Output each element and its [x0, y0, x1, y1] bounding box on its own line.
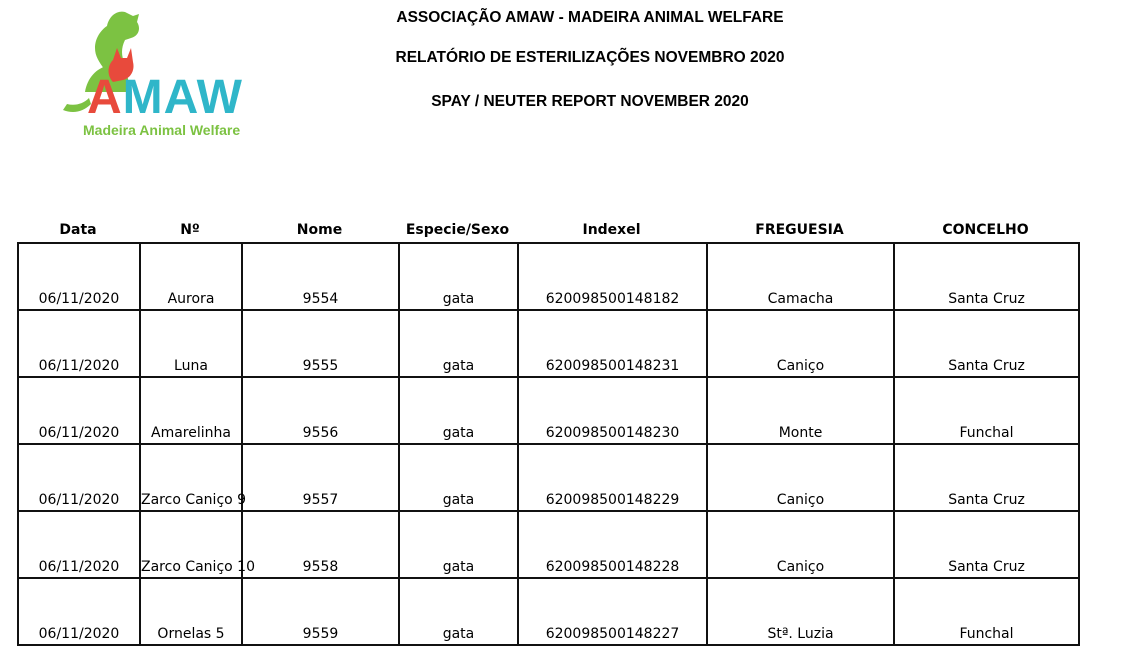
- header-data: Data: [59, 222, 97, 238]
- header-number: Nº: [180, 222, 200, 238]
- cell-date: 06/11/2020: [18, 377, 140, 444]
- cell-name: 9559: [242, 578, 399, 645]
- header-species-sex: Especie/Sexo: [405, 222, 510, 238]
- association-title: ASSOCIAÇÃO AMAW - MADEIRA ANIMAL WELFARE: [396, 9, 784, 26]
- cell-name: 9555: [242, 310, 399, 377]
- cell-date: 06/11/2020: [18, 444, 140, 511]
- cell-parish: Caniço: [707, 511, 894, 578]
- cell-species-sex: gata: [399, 310, 518, 377]
- cell-indexel: 620098500148230: [518, 377, 707, 444]
- header-name: Nome: [296, 222, 343, 238]
- header-indexel: Indexel: [582, 222, 641, 238]
- cell-species-sex: gata: [399, 511, 518, 578]
- logo-wordmark: AMAW: [87, 71, 243, 124]
- cell-number: Aurora: [140, 243, 242, 310]
- cell-indexel: 620098500148182: [518, 243, 707, 310]
- cell-municipality: Funchal: [894, 377, 1079, 444]
- cell-date: 06/11/2020: [18, 511, 140, 578]
- cell-municipality: Funchal: [894, 578, 1079, 645]
- cell-indexel: 620098500148228: [518, 511, 707, 578]
- cell-indexel: 620098500148231: [518, 310, 707, 377]
- table-row: [18, 511, 1079, 578]
- cell-number: Zarco Caniço 9: [140, 444, 242, 511]
- header-municipality: CONCELHO: [942, 222, 1029, 238]
- cell-municipality: Santa Cruz: [894, 511, 1079, 578]
- cell-date: 06/11/2020: [18, 310, 140, 377]
- cell-parish: Caniço: [707, 444, 894, 511]
- cell-parish: Stª. Luzia: [707, 578, 894, 645]
- table-row: [18, 310, 1079, 377]
- table-row: [18, 444, 1079, 511]
- cell-parish: Caniço: [707, 310, 894, 377]
- cell-species-sex: gata: [399, 377, 518, 444]
- cell-number: Ornelas 5: [140, 578, 242, 645]
- cell-species-sex: gata: [399, 243, 518, 310]
- cell-date: 06/11/2020: [18, 243, 140, 310]
- report-title-en: SPAY / NEUTER REPORT NOVEMBER 2020: [431, 93, 749, 110]
- cell-municipality: Santa Cruz: [894, 243, 1079, 310]
- cell-number: Zarco Caniço 10: [140, 511, 242, 578]
- header-parish: FREGUESIA: [755, 222, 844, 238]
- table-row: [18, 377, 1079, 444]
- cell-indexel: 620098500148229: [518, 444, 707, 511]
- logo-tagline: Madeira Animal Welfare: [83, 122, 241, 138]
- table-row: [18, 578, 1079, 645]
- cell-name: 9554: [242, 243, 399, 310]
- report-title-pt: RELATÓRIO DE ESTERILIZAÇÕES NOVEMBRO 2020: [395, 49, 785, 66]
- amaw-logo: [55, 8, 250, 143]
- cell-date: 06/11/2020: [18, 578, 140, 645]
- cell-name: 9557: [242, 444, 399, 511]
- cell-parish: Camacha: [707, 243, 894, 310]
- cell-species-sex: gata: [399, 444, 518, 511]
- cell-municipality: Santa Cruz: [894, 444, 1079, 511]
- cell-name: 9558: [242, 511, 399, 578]
- table-header-row: [17, 222, 1078, 244]
- cell-number: Amarelinha: [140, 377, 242, 444]
- cell-species-sex: gata: [399, 578, 518, 645]
- sterilization-table: [17, 242, 1080, 646]
- table-row: [18, 243, 1079, 310]
- cell-indexel: 620098500148227: [518, 578, 707, 645]
- cell-number: Luna: [140, 310, 242, 377]
- cell-name: 9556: [242, 377, 399, 444]
- cell-parish: Monte: [707, 377, 894, 444]
- cell-municipality: Santa Cruz: [894, 310, 1079, 377]
